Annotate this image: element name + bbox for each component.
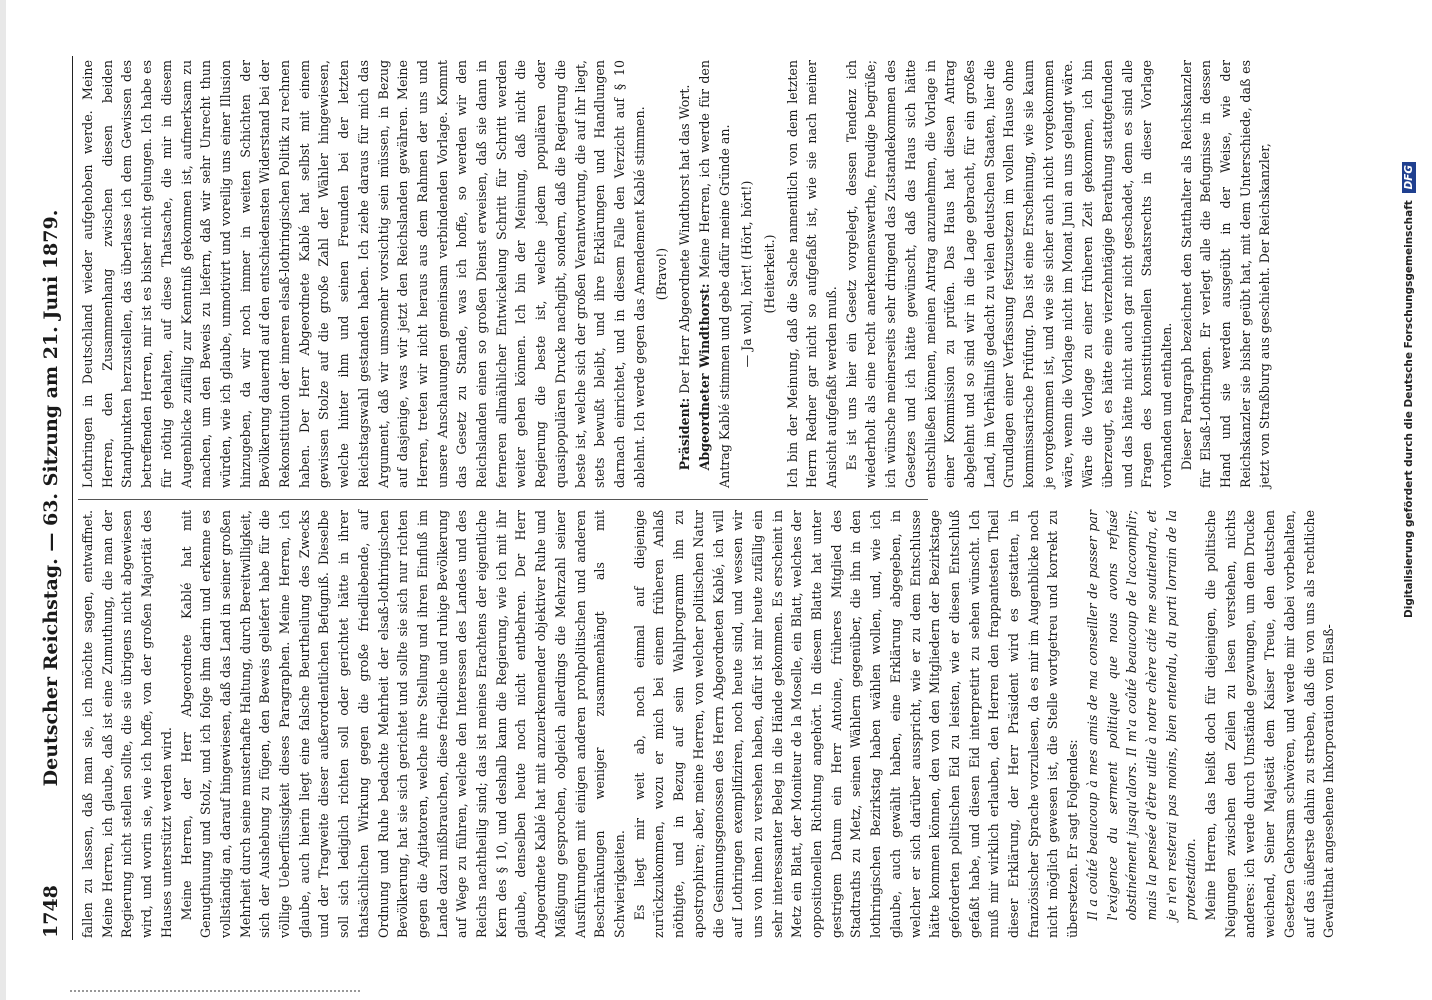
interjection: (Heiterkeit.)	[761, 234, 777, 314]
page-running-title: Deutscher Reichstag. — 63. Sitzung am 21. Juni 1879.	[40, 209, 62, 787]
quoted-passage: Il a coûté beaucoup à mes amis de ma conseiller de passer par l'exigence du serment politique que nous avons refusé obstinément jusqu'alors. Il m'a coûté beaucoup de l'accomplir; mais la pensée d'être utile à notre chère cité me soutiendra, et je n'en resterai pas moins, bien entendu, du parti lorrain de la protestation.	[1084, 510, 1199, 921]
paragraph: Lothringen in Deutschland wieder aufgehoben werde. Meine Herren, den Zusammenhang zwischen diesen beiden Standpunkten herzustellen, das überlasse ich dem Gewissen des betreffenden Herren, mir ist es bisher nicht gelungen. Ich habe es für nöthig gehalten, auf diese Thatsache, die mir in diesem Augenblicke zufällig zur Kenntniß gekommen ist, aufmerksam zu machen, um den Beweis zu liefern, daß wir sehr Unrecht thun würden, wie ich glaube, unmotivirt und voreilig uns einer Illusion hinzugeben, da wir noch immer in weiten Schichten der Bevölkerung dauernd auf den entschiedensten Widerstand bei der Rekonstitution der inneren elsaß-lothringischen Politik zu rechnen haben. Der Herr Abgeordnete Kablé hat selbst mit einem gewissen Stolze auf die große Zahl der Wähler hingewiesen, welche hinter ihm und seinen Freunden bei der letzten Reichstagswahl gestanden haben. Ich ziehe daraus für mich das Argument, daß wir umsomehr vorsichtig sein müssen, in Bezug auf dasjenige, was wir jetzt den Reichslanden gewähren. Meine Herren, treten wir nicht heraus aus dem Rahmen der uns und unsere Anschauungen gemeinsam verbindenden Vorlage. Kommt das Gesetz zu Stande, was ich hoffe, so werden wir den Reichslanden einen so großen Dienst erweisen, daß sie dann in ferneren allmählicher Entwickelung Schritt für Schritt werden weiter gehen können. Ich bin der Meinung, daß nicht die Regierung die beste ist, welche jedem populären oder quasipopulären Drucke nachgibt, sondern, daß die Regierung die beste ist, welche sich der großen Verantwortung, die auf ihr liegt, stets bewußt bleibt, und ihre Erklärungen und Handlungen darnach einrichtet, und in diesem Falle den Verzicht auf § 10 ablehnt. Ich werde gegen das Amendement Kablé stimmen.	[80, 60, 647, 488]
paragraph	[695, 60, 734, 488]
left-column	[78, 510, 1337, 938]
paragraph: Meine Herren, das heißt doch für diejenigen, die politische Neigungen zwischen den Zeilen zu lesen verstehen, nichts anderes: ich werde durch Umstände gezwungen, um dem Drucke weichend, Seiner Majestät dem Kaiser Treue, den deutschen Gesetzen Gehorsam schwören, und werde mir dabei vorbehalten, auf das äußerste dahin zu streben, daß die von uns als rechtliche Gewaltthat angesehene Inkorporation von Elsaß-	[1203, 510, 1337, 938]
paragraph: Es liegt mir weit ab, noch einmal auf diejenige zurückzukommen, wozu er mich bei einem früheren Anlaß nöthigte, und in Bezug auf sein Wahlprogramm ihn zu apostrophiren; aber, meine Herren, von welcher politischen Natur die Gesinnungsgenossen des Herrn Abgeordneten Kablé, ich will auf Lothringen exemplifiziren, noch heute sind, und wessen wir uns von ihnen zu versehen haben, dafür ist mir heute zufällig ein sehr interessanter Beleg in die Hände gekommen. Es erscheint in Metz ein Blatt, der Moniteur de la Moselle, ein Blatt, welches der oppositionellen Richtung angehört. In diesem Blatte hat unter gestrigem Datum ein Herr Antoine, früheres Mitglied des Stadtraths zu Metz, seinen Wählern gegenüber, die ihn in den lothringischen Bezirkstag haben wählen wollen, und, wie ich glaube, auch gewählt haben, eine Erklärung abgegeben, in welcher er sich darüber ausspricht, wie er zu dem Entschlusse hätte kommen können, den von den Mitgliedern der Bezirkstage geforderten politischen Eid zu leisten, wie er diesen Entschluß gefaßt habe, und diesen Eid interpretirt zu sehen wünscht. Ich muß mir wirklich erlauben, den Herren den frappantesten Theil dieser Erklärung, der Herr Präsident wird es gestatten, in französischer Sprache vorzulesen, da es mir im Augenblicke noch nicht möglich gewesen ist, die Stelle wortgetreu und korrekt zu übersetzen. Er sagt Folgendes:	[631, 510, 1081, 938]
speaker-name: Präsident:	[677, 397, 693, 471]
paragraph	[675, 60, 695, 488]
paragraph: fallen zu lassen, daß man sie, ich möchte sagen, entwaffnet. Meine Herren, ich glaube, daß ist eine Zumuthung, die man der Regierung nicht stellen sollte, die sie übrigens nicht abgewiesen wird, und worin sie, wie ich hoffe, von der großen Majorität des Hauses unterstützt werden wird.	[80, 510, 174, 938]
column-divider	[78, 499, 928, 500]
header-rule	[72, 56, 73, 940]
paragraph: Meine Herren, der Herr Abgeordnete Kablé hat mit Genugthuung und Stolz, und ich folge ihm darin und erkenne es vollständig an, darauf hingewiesen, daß das Land in seiner großen Mehrheit durch seine musterhafte Haltung, durch Bereitwilligkeit, sich der Aushebung zu fügen, den Beweis geliefert habe für die völlige Ueberflüssigkeit dieses Paragraphen. Meine Herren, ich glaube, auch hierin liegt eine falsche Beurtheilung des Zwecks und der Tragweite dieser außerordentlichen Befugniß. Dieselbe soll sich lediglich richten soll oder gerichtet hätte in ihrer thatsächlichen Wirkung gegen die große friedliebende, auf Ordnung und Ruhe bedachte Mehrheit der elsaß-lothringischen Bevölkerung, hat sie sich gerichtet und sollte sie sich nur richten gegen die Agitatoren, welche ihre Stellung und ihren Einfluß im Lande dazu mißbrauchen, diese friedliche und ruhige Bevölkerung auf Wege zu führen, welche den Interessen des Landes und des Reichs nachtheilig sind; das ist meines Erachtens der eigentliche Kern des § 10, und deshalb kann die Regierung, wie ich mit ihr glaube, denselben heute noch nicht entbehren. Der Herr Abgeordnete Kablé hat mit anzuerkennender objektiver Ruhe und Mäßigung gesprochen, obgleich allerdings die Mehrzahl seiner Ausführungen mit einigen anderen prohpolitischen und anderen Beschränkungen weniger zusammenhängt als mit Schwierigkeiten.	[178, 510, 627, 938]
page-header	[40, 58, 70, 938]
paragraph: Ich bin der Meinung, daß die Sache namentlich von dem letzten Herrn Redner gar nicht so aufgefaßt ist, wie sie nach meiner Ansicht aufgefaßt werden muß.	[784, 60, 840, 488]
dfg-logo: DFG	[1402, 162, 1416, 193]
right-column	[78, 60, 1273, 488]
page-number: 1748	[40, 885, 62, 938]
speech-text: Meine Herren, ich werde für den Antrag Kablé stimmen und gebe dafür meine Gründe an.	[696, 60, 732, 488]
interjection: — Ja wohl, hört! (Hört, hört!)	[739, 180, 755, 368]
interjection: (Bravo!)	[654, 247, 670, 301]
speech-text: Der Herr Abgeordnete Windthorst hat das Wort.	[677, 84, 693, 398]
paragraph: Dieser Paragraph bezeichnet den Statthalter als Reichskanzler für Elsaß-Lothringen. Er verlegt alle die Befugnisse in dessen Hand und sie werden ausgeübt in der Weise, wie der Reichskanzler sie bisher geübt hat, mit dem Unterschiede, daß es jetzt von Straßburg aus geschieht. Der Reichskanzler,	[1178, 60, 1273, 488]
speaker-name: Abgeordneter Windthorst:	[696, 283, 712, 471]
paragraph: Es ist uns hier ein Gesetz vorgelegt, dessen Tendenz ich wiederholt als eine recht anerkennenswerthe, freudige begrüße; ich wünsche meinerseits sehr dringend das Zustandekommen des Gesetzes und ich hätte gewünscht, daß das Haus sich hätte entschließen können, meinen Antrag anzunehmen, die Vorlage in einer Kommission zu prüfen. Das Haus hat diesen Antrag abgelehnt und so sind wir in die Lage gebracht, für ein großes Land, im Verhältniß gedacht zu vielen deutschen Staaten, hier die Grundlagen einer Verfassung festzusetzen im vollen Hause ohne kommissarische Prüfung. Das ist eine Erscheinung, wie sie kaum je vorgekommen ist, und wie sie sicher auch nicht vorgekommen wäre, wenn die Vorlage nicht im Monat Juni an uns gelangt wäre. Wäre die Vorlage zu einer früheren Zeit gekommen, ich bin überzeugt, es hätte eine vierzehntägige Berathung stattgefunden und das hätte nicht auch gar nicht geschadet, denn es sind alle Fragen des konstitutionellen Staatsrechts in dieser Vorlage vorhanden und enthalten.	[843, 60, 1174, 488]
credit-text: Digitalisierung gefördert durch die Deutsche Forschungsgemeinschaft	[1403, 200, 1415, 618]
digitization-credit	[1394, 20, 1424, 760]
